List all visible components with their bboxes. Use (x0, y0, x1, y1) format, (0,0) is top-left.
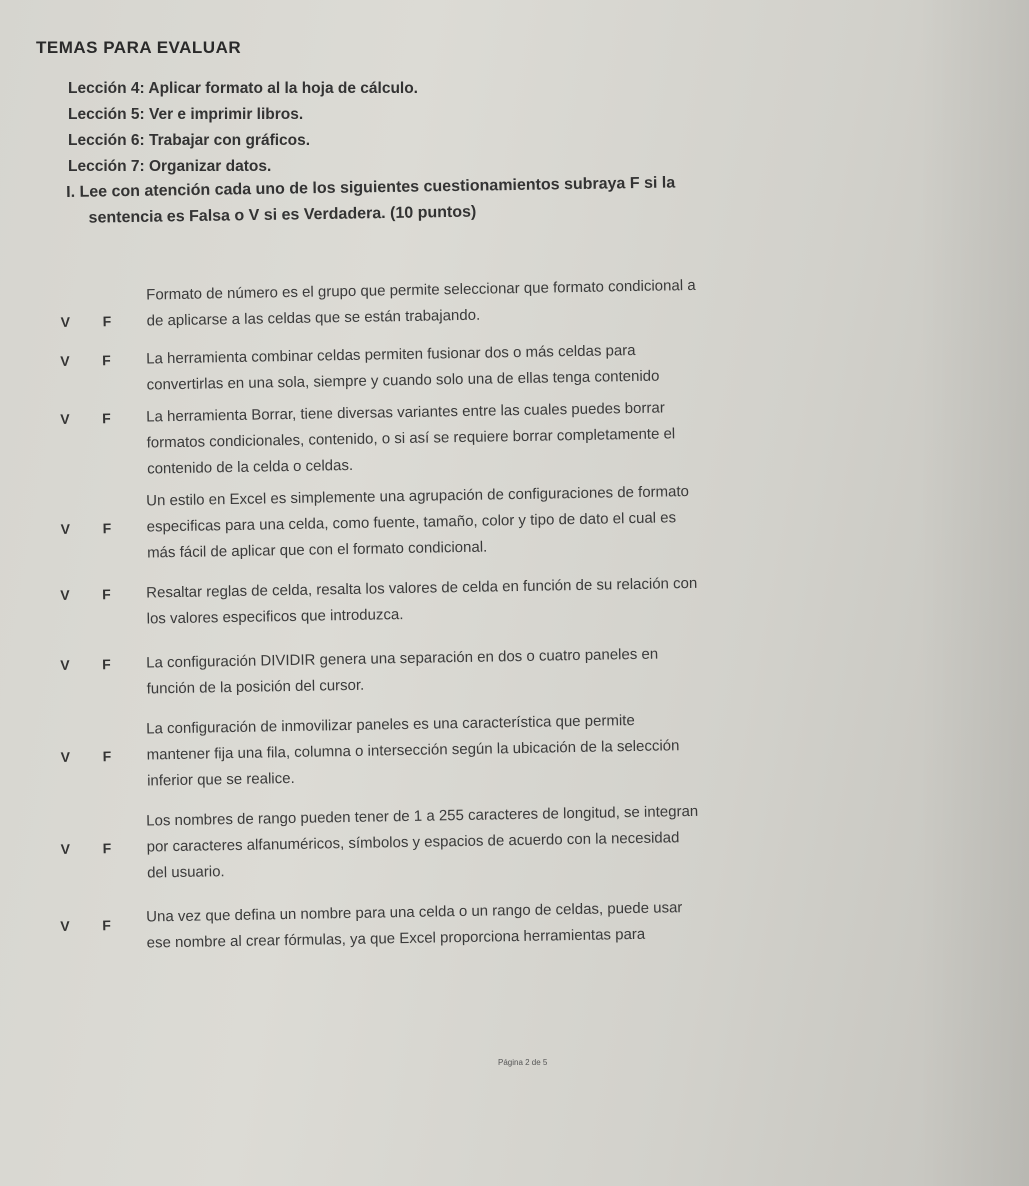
question-item (60, 476, 851, 568)
question-item (60, 704, 851, 796)
option-f[interactable]: F (102, 748, 112, 765)
statement-line: Los nombres de rango pueden tener de 1 a 255 caracteres de longitud, se integran (146, 802, 699, 830)
statement-text (146, 334, 847, 398)
page-number: Página 2 de 5 (498, 1058, 548, 1067)
statement-line: Formato de número es el grupo que permite seleccionar que formato condicional a (146, 276, 696, 304)
statement-text (146, 568, 847, 632)
statement-line: función de la posición del cursor. (146, 676, 365, 698)
section-title: TEMAS PARA EVALUAR (36, 38, 242, 57)
option-f[interactable]: F (102, 352, 111, 369)
statement-line: del usuario. (146, 863, 225, 882)
statement-line: La herramienta Borrar, tiene diversas variantes entre las cuales puedes borrar (146, 399, 665, 426)
statement-line: convertirlas en una sola, siempre y cuando solo una de ellas tenga contenido (146, 367, 660, 394)
statement-line: inferior que se realice. (146, 769, 295, 790)
lesson-item: Lección 4: Aplicar formato al la hoja de cálculo. (68, 80, 418, 97)
statement-text (146, 638, 847, 702)
instruction-line: I. Lee con atención cada uno de los siguientes cuestionamientos subraya F si la (66, 174, 676, 201)
statement-line: La configuración de inmovilizar paneles es una característica que permite (146, 711, 635, 738)
lesson-item: Lección 7: Organizar datos. (68, 158, 272, 175)
option-v[interactable]: V (60, 586, 70, 603)
option-v[interactable]: V (60, 748, 71, 765)
statement-line: La herramienta combinar celdas permiten fusionar dos o más celdas para (146, 341, 636, 368)
statement-line: mantener fija una fila, columna o intersección según la ubicación de la selección (146, 737, 680, 764)
statement-line: por caracteres alfanuméricos, símbolos y espacios de acuerdo con la necesidad (146, 829, 680, 856)
statement-text (146, 476, 847, 566)
instruction-line: sentencia es Falsa o V si es Verdadera. (10 puntos) (88, 203, 477, 227)
statement-text (146, 892, 847, 956)
lesson-item: Lección 5: Ver e imprimir libros. (68, 106, 304, 123)
question-item (60, 270, 851, 336)
statement-line: los valores especificos que introduzca. (146, 606, 404, 628)
option-f[interactable]: F (102, 410, 111, 427)
question-item (60, 334, 851, 400)
statement-line: más fácil de aplicar que con el formato condicional. (146, 538, 488, 562)
option-v[interactable]: V (60, 410, 70, 427)
option-f[interactable]: F (102, 840, 112, 857)
instruction-text (66, 168, 827, 232)
question-item (60, 638, 851, 704)
statement-line: contenido de la celda o celdas. (146, 456, 354, 478)
statement-line: Una vez que defina un nombre para una celda o un rango de celdas, puede usar (146, 899, 683, 926)
statement-line: ese nombre al crear fórmulas, ya que Excel proporciona herramientas para (146, 925, 646, 952)
question-item (60, 796, 851, 888)
statement-text (146, 796, 847, 886)
statement-text (146, 392, 847, 482)
option-f[interactable]: F (102, 520, 112, 537)
statement-line: formatos condicionales, contenido, o si así se requiere borrar completamente el (146, 425, 676, 452)
statement-line: de aplicarse a las celdas que se están trabajando. (146, 306, 481, 330)
option-v[interactable]: V (60, 352, 70, 369)
question-item (60, 892, 851, 958)
option-v[interactable]: V (60, 656, 70, 673)
option-v[interactable]: V (60, 520, 71, 537)
option-f[interactable]: F (102, 586, 111, 603)
option-f[interactable]: F (102, 313, 112, 330)
option-v[interactable]: V (60, 917, 70, 934)
statement-line: Un estilo en Excel es simplemente una agrupación de configuraciones de formato (146, 483, 690, 510)
statement-line: La configuración DIVIDIR genera una separación en dos o cuatro paneles en (146, 645, 659, 672)
statement-text (146, 270, 847, 334)
option-f[interactable]: F (102, 656, 111, 673)
statement-line: Resaltar reglas de celda, resalta los valores de celda en función de su relación con (146, 574, 698, 602)
option-v[interactable]: V (60, 840, 71, 857)
lesson-list (68, 76, 418, 180)
page-edge-shadow (919, 0, 1029, 1186)
statement-line: especificas para una celda, como fuente, tamaño, color y tipo de dato el cual es (146, 509, 677, 536)
option-v[interactable]: V (60, 313, 71, 330)
question-item (60, 568, 851, 634)
option-f[interactable]: F (102, 917, 112, 934)
question-item (60, 392, 851, 484)
statement-text (146, 704, 847, 794)
lesson-item: Lección 6: Trabajar con gráficos. (68, 132, 311, 149)
